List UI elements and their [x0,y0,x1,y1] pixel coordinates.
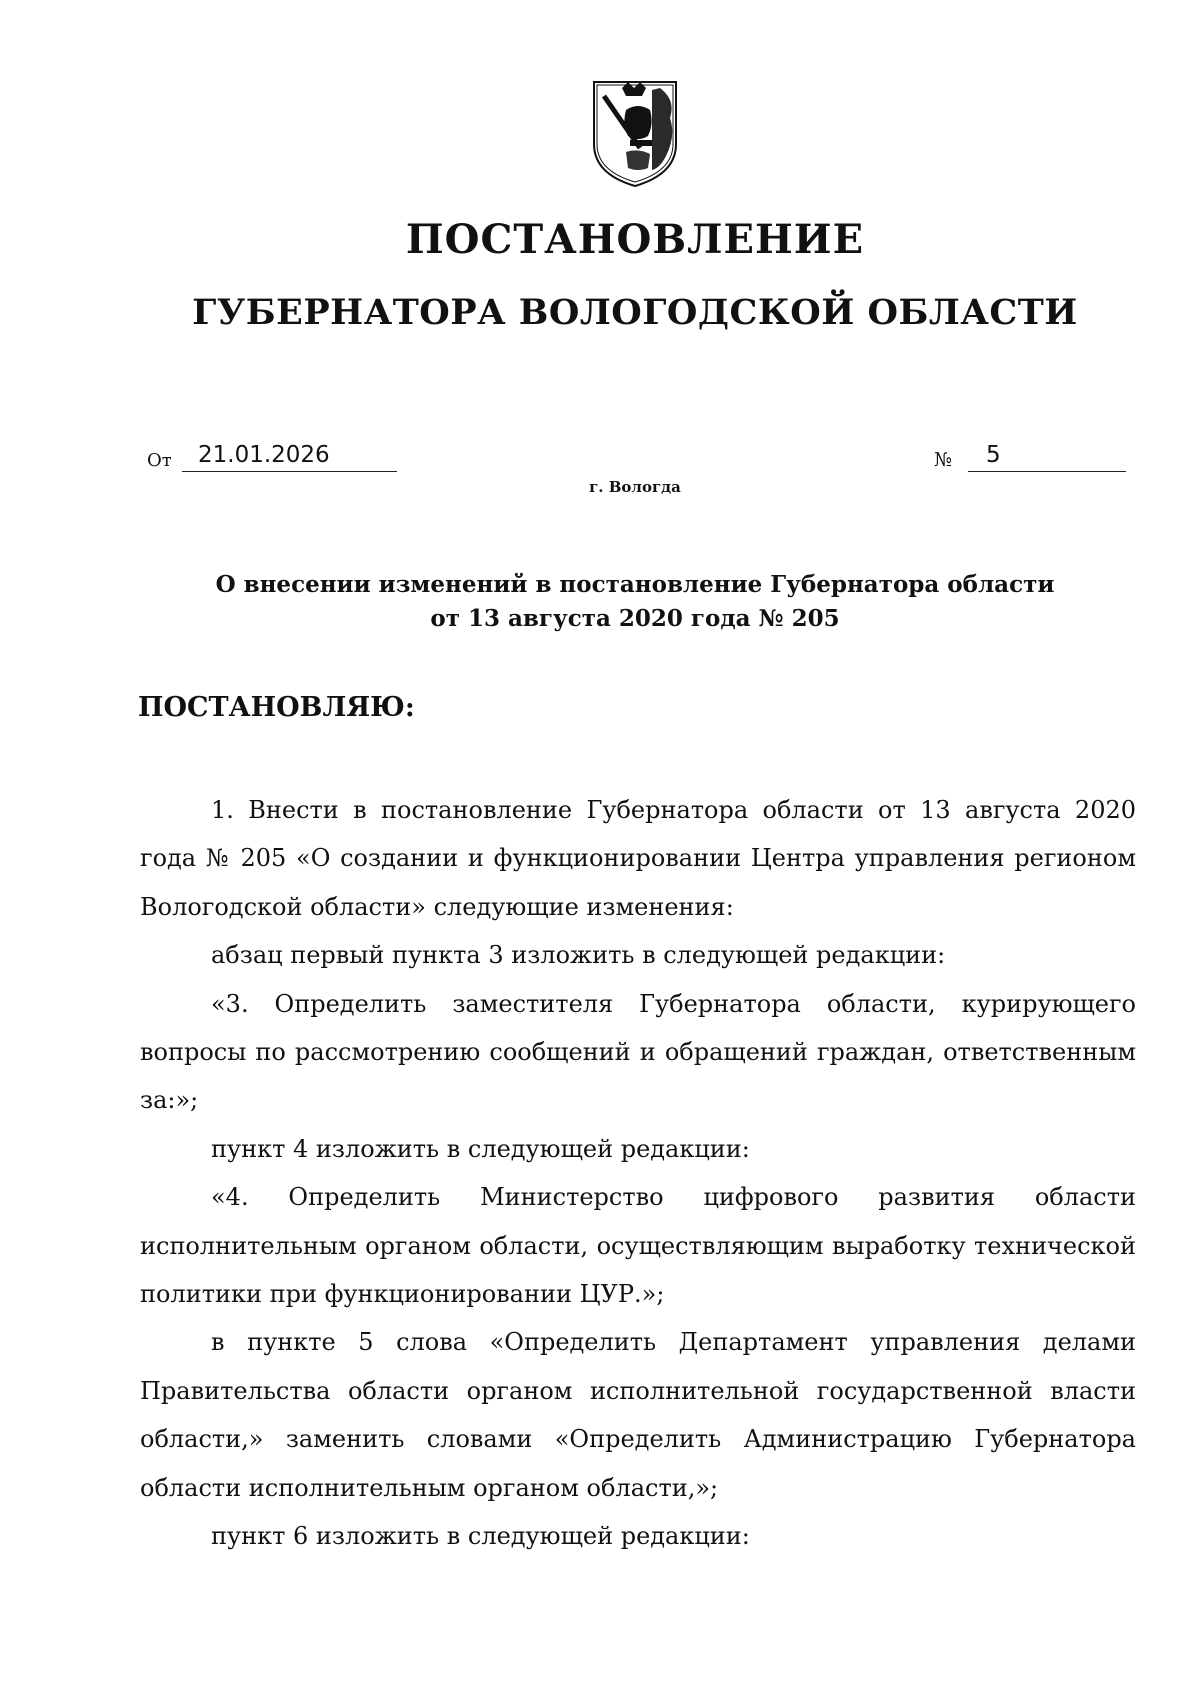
city: г. Вологда [589,478,681,496]
document-body [140,786,1136,1561]
subject-line-2: от 13 августа 2020 года № 205 [430,605,840,632]
document-title: ПОСТАНОВЛЕНИЕ [405,216,865,263]
date-label: От [147,450,172,471]
resolve-heading: ПОСТАНОВЛЯЮ: [138,692,415,723]
coat-of-arms-icon [590,78,680,190]
document-subtitle: ГУБЕРНАТОРА ВОЛОГОДСКОЙ ОБЛАСТИ [192,292,1078,333]
body-paragraph: пункт 6 изложить в следующей редакции: [211,1522,750,1551]
body-paragraph: пункт 4 изложить в следующей редакции: [211,1134,750,1163]
document-number: 5 [968,442,1126,472]
body-paragraph: «4. Определить Министерство цифрового развития области исполнительным органом области, осуществляющим выработку технической политики при функционировании ЦУР.»; [140,1183,1136,1309]
body-paragraph: «3. Определить заместителя Губернатора области, курирующего вопросы по рассмотрению сообщений и обращений граждан, ответственным за:»; [140,989,1136,1115]
body-paragraph: 1. Внести в постановление Губернатора области от 13 августа 2020 года № 205 «О создании и функционировании Центра управления регионом Вологодской области» следующие изменения: [140,796,1136,921]
number-label: № [934,449,952,471]
body-paragraph: абзац первый пункта 3 изложить в следующей редакции: [211,941,946,970]
document-date: 21.01.2026 [182,442,397,472]
subject-line-1: О внесении изменений в постановление Губернатора области [215,571,1055,598]
body-paragraph: в пункте 5 слова «Определить Департамент управления делами Правительства области органом исполнительной государственной власти области,» заменить словами «Определить Администрацию Губернатора области исполнительным органом области,»; [140,1328,1136,1502]
document-subject [0,568,1200,636]
